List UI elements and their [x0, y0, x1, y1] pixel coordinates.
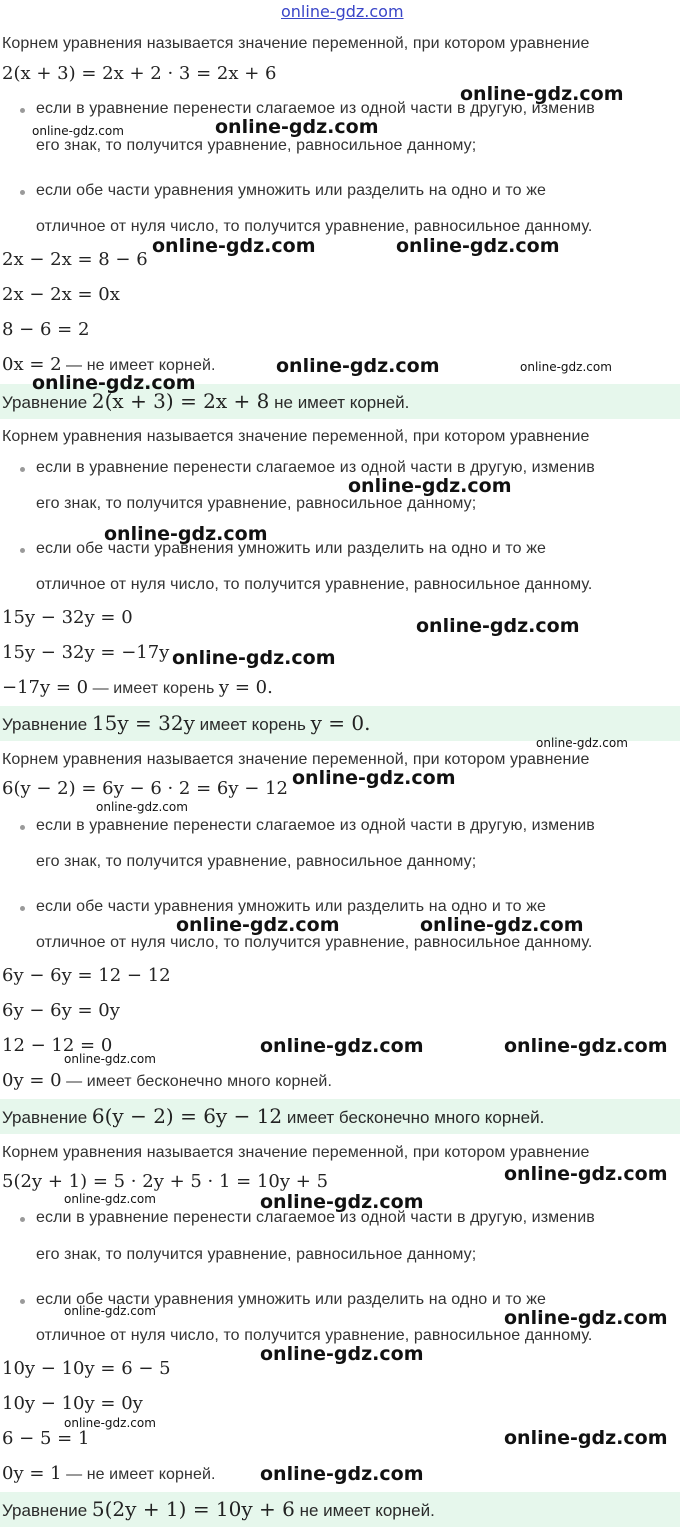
- solution-step-2: 15y − 32y = −17y: [2, 642, 170, 663]
- answer-prefix: Уравнение: [2, 1501, 88, 1520]
- watermark: online-gdz.com: [504, 1163, 668, 1185]
- solution-step-3: 6 − 5 = 1: [2, 1428, 90, 1449]
- solution-result: [2, 1070, 332, 1092]
- answer-equation: 15y = 32y: [91, 711, 195, 735]
- result-root: y = 0.: [218, 677, 273, 698]
- watermark: online-gdz.com: [96, 800, 188, 814]
- solution-step-1: 15y − 32y = 0: [2, 607, 133, 628]
- rule-bullet-2-line-2: отличное от нуля число, то получится уравнение, равносильное данному.: [36, 1327, 593, 1344]
- rule-bullet-2-line-1: если обе части уравнения умножить или разделить на одно и то же: [36, 1291, 547, 1308]
- watermark: online-gdz.com: [460, 83, 624, 105]
- result-text: — не имеет корней.: [66, 357, 216, 374]
- rule-bullet-1-line-2: его знак, то получится уравнение, равносильное данному;: [36, 137, 477, 154]
- watermark: online-gdz.com: [348, 475, 512, 497]
- definition-line: Корнем уравнения называется значение переменной, при котором уравнение: [2, 1144, 590, 1161]
- rule-bullet-1-line-2: его знак, то получится уравнение, равносильное данному;: [36, 853, 477, 870]
- result-text: — не имеет корней.: [66, 1466, 216, 1483]
- watermark: online-gdz.com: [176, 914, 340, 936]
- watermark: online-gdz.com: [32, 372, 196, 394]
- solution-result: [2, 1463, 216, 1485]
- rule-bullet-1-line-2: его знак, то получится уравнение, равносильное данному;: [36, 1246, 477, 1263]
- result-equation: −17y = 0: [2, 677, 89, 698]
- answer-prefix: Уравнение: [2, 393, 88, 412]
- solution-step-1: 6y − 6y = 12 − 12: [2, 965, 171, 986]
- bullet-icon: [20, 548, 25, 553]
- watermark: online-gdz.com: [64, 1052, 156, 1066]
- watermark: online-gdz.com: [64, 1416, 156, 1430]
- rule-bullet-1-line-1: если в уравнение перенести слагаемое из одной части в другую, изменив: [36, 100, 595, 117]
- watermark: online-gdz.com: [520, 360, 612, 374]
- definition-line: Корнем уравнения называется значение переменной, при котором уравнение: [2, 751, 590, 768]
- bullet-icon: [20, 1299, 25, 1304]
- watermark: online-gdz.com: [32, 124, 124, 138]
- bullet-icon: [20, 825, 25, 830]
- watermark: online-gdz.com: [152, 235, 316, 257]
- watermark: online-gdz.com: [276, 355, 440, 377]
- watermark: online-gdz.com: [64, 1192, 156, 1206]
- answer-suffix: не имеет корней.: [299, 1501, 435, 1520]
- watermark: online-gdz.com: [292, 767, 456, 789]
- rule-bullet-2-line-1: если обе части уравнения умножить или разделить на одно и то же: [36, 182, 547, 199]
- bullet-icon: [20, 108, 25, 113]
- answer-line: [2, 1105, 544, 1129]
- result-text: — имеет бесконечно много корней.: [66, 1073, 333, 1090]
- watermark: online-gdz.com: [504, 1307, 668, 1329]
- expansion-equation: 5(2y + 1) = 5 · 2y + 5 · 1 = 10y + 5: [2, 1171, 329, 1192]
- watermark: online-gdz.com: [260, 1035, 424, 1057]
- answer-line: [2, 1498, 435, 1522]
- bullet-icon: [20, 906, 25, 911]
- rule-bullet-1-line-1: если в уравнение перенести слагаемое из одной части в другую, изменив: [36, 459, 595, 476]
- definition-line: Корнем уравнения называется значение переменной, при котором уравнение: [2, 35, 590, 52]
- bullet-icon: [20, 1217, 25, 1222]
- solution-step-2: 6y − 6y = 0y: [2, 1000, 120, 1021]
- bullet-icon: [20, 190, 25, 195]
- watermark: online-gdz.com: [504, 1427, 668, 1449]
- watermark: online-gdz.com: [260, 1343, 424, 1365]
- result-equation: 0y = 1: [2, 1463, 62, 1484]
- rule-bullet-1-line-2: его знак, то получится уравнение, равносильное данному;: [36, 495, 477, 512]
- answer-suffix: имеет корень: [199, 715, 306, 734]
- watermark: online-gdz.com: [260, 1463, 424, 1485]
- solution-step-2: 2x − 2x = 0x: [2, 284, 120, 305]
- answer-prefix: Уравнение: [2, 1108, 88, 1127]
- watermark: online-gdz.com: [64, 1304, 156, 1318]
- top-watermark-link[interactable]: online-gdz.com: [281, 2, 404, 21]
- solution-step-2: 10y − 10y = 0y: [2, 1393, 143, 1414]
- expansion-equation: 6(y − 2) = 6y − 6 · 2 = 6y − 12: [2, 778, 288, 799]
- rule-bullet-2-line-2: отличное от нуля число, то получится уравнение, равносильное данному.: [36, 934, 593, 951]
- rule-bullet-1-line-1: если в уравнение перенести слагаемое из одной части в другую, изменив: [36, 817, 595, 834]
- answer-suffix: имеет бесконечно много корней.: [286, 1108, 545, 1127]
- bullet-icon: [20, 467, 25, 472]
- watermark: online-gdz.com: [104, 523, 268, 545]
- watermark: online-gdz.com: [536, 736, 628, 750]
- definition-line: Корнем уравнения называется значение переменной, при котором уравнение: [2, 428, 590, 445]
- rule-bullet-2-line-1: если обе части уравнения умножить или разделить на одно и то же: [36, 540, 547, 557]
- watermark: online-gdz.com: [396, 235, 560, 257]
- answer-equation: 2(x + 3) = 2x + 8: [91, 389, 270, 413]
- rule-bullet-2-line-2: отличное от нуля число, то получится уравнение, равносильное данному.: [36, 218, 593, 235]
- watermark: online-gdz.com: [504, 1035, 668, 1057]
- result-equation: 0x = 2: [2, 354, 62, 375]
- watermark: online-gdz.com: [172, 647, 336, 669]
- expansion-equation: 2(x + 3) = 2x + 2 · 3 = 2x + 6: [2, 63, 277, 84]
- watermark: online-gdz.com: [260, 1191, 424, 1213]
- result-equation: 0y = 0: [2, 1070, 62, 1091]
- result-text: — имеет корень: [92, 680, 215, 697]
- watermark: online-gdz.com: [420, 914, 584, 936]
- rule-bullet-2-line-1: если обе части уравнения умножить или разделить на одно и то же: [36, 898, 547, 915]
- solution-step-1: 2x − 2x = 8 − 6: [2, 249, 148, 270]
- watermark: online-gdz.com: [416, 615, 580, 637]
- answer-equation: 6(y − 2) = 6y − 12: [91, 1104, 283, 1128]
- answer-line: [2, 712, 370, 736]
- answer-root: y = 0.: [310, 711, 371, 735]
- solution-step-3: 12 − 12 = 0: [2, 1035, 113, 1056]
- rule-bullet-2-line-2: отличное от нуля число, то получится уравнение, равносильное данному.: [36, 576, 593, 593]
- solution-step-1: 10y − 10y = 6 − 5: [2, 1358, 171, 1379]
- answer-suffix: не имеет корней.: [274, 393, 410, 412]
- solution-step-3: 8 − 6 = 2: [2, 319, 90, 340]
- solution-result: [2, 677, 273, 699]
- rule-bullet-1-line-1: если в уравнение перенести слагаемое из одной части в другую, изменив: [36, 1209, 595, 1226]
- answer-prefix: Уравнение: [2, 715, 88, 734]
- watermark: online-gdz.com: [215, 116, 379, 138]
- answer-equation: 5(2y + 1) = 10y + 6: [91, 1497, 295, 1521]
